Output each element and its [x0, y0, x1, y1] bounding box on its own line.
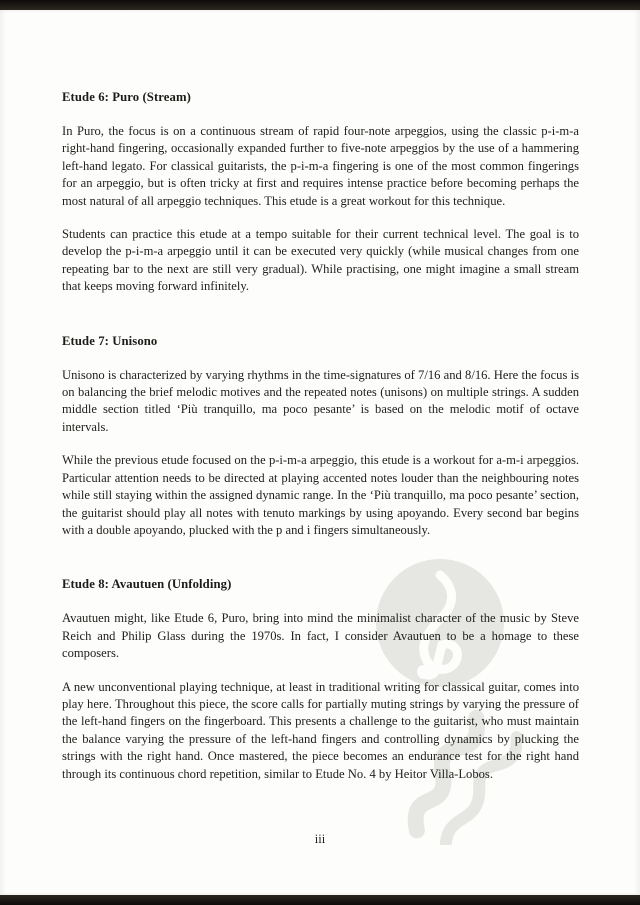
section-etude-7 — [62, 334, 579, 540]
section-heading-etude-7: Etude 7: Unisono — [62, 333, 158, 348]
paragraph: While the previous etude focused on the p-i-m-a arpeggio, this etude is a workout for a-m-i arpeggios. Particular attention needs to be directed at playing accented notes louder than the neighbouring notes while still staying within the assigned dynamic range. In the ‘Più tranquillo, ma poco pesante’ section, the guitarist should play all notes with tenuto markings by using apoyando. Every second bar begins with a double apoyando, plucked with the p and i fingers simultaneously. — [62, 453, 579, 537]
scan-edge-top — [0, 0, 640, 10]
paragraph: A new unconventional playing technique, at least in traditional writing for classical guitar, comes into play here. Throughout this piece, the score calls for partially muting strings by varying the pressure of the left-hand fingers on the fingerboard. This presents a challenge to the guitarist, who must maintain the balance varying the pressure of the left-hand fingers and controlling dynamics by plucking the strings with the right hand. Once mastered, the piece becomes an endurance test for the right hand through its continuous chord repetition, similar to Etude No. 4 by Heitor Villa-Lobos. — [62, 679, 579, 781]
page-number: iii — [314, 832, 326, 846]
section-heading-etude-6: Etude 6: Puro (Stream) — [62, 90, 191, 104]
paragraph: Avautuen might, like Etude 6, Puro, bring into mind the minimalist character of the music by Steve Reich and Philip Glass during the 1970s. In fact, I consider Avautuen to be a homage to these composers. — [62, 611, 579, 661]
scan-edge-bottom — [0, 895, 640, 905]
paragraph: Unisono is characterized by varying rhythms in the time-signatures of 7/16 and 8/16. Here the focus is on balancing the brief melodic motives and the repeated notes (unisons) on multiple strings. A sudden middle section titled ‘Più tranquillo, ma poco pesante’ is based on the melodic motif of octave intervals. — [62, 367, 579, 434]
section-etude-8 — [62, 577, 579, 783]
paragraph: Students can practice this etude at a tempo suitable for their current technical level. The goal is to develop the p-i-m-a arpeggio until it can be executed very quickly (while musical changes from one repeating bar to the next are still very gradual). While practising, one might imagine a small stream that keeps moving forward infinitely. — [62, 227, 579, 294]
page-content — [62, 90, 579, 783]
section-etude-6 — [62, 90, 579, 296]
section-heading-etude-8: Etude 8: Avautuen (Unfolding) — [62, 577, 232, 592]
document-page — [0, 10, 640, 895]
paragraph: In Puro, the focus is on a continuous stream of rapid four-note arpeggios, using the classic p-i-m-a right-hand fingering, occasionally expanded further to five-note arpeggios by the use of a hammering left-hand legato. For classical guitarists, the p-i-m-a fingering is one of the most common fingerings for an arpeggio, but is often tricky at first and requires intense practice before becoming perhaps the most natural of all arpeggio techniques. This etude is a great workout for this technique. — [62, 124, 579, 208]
